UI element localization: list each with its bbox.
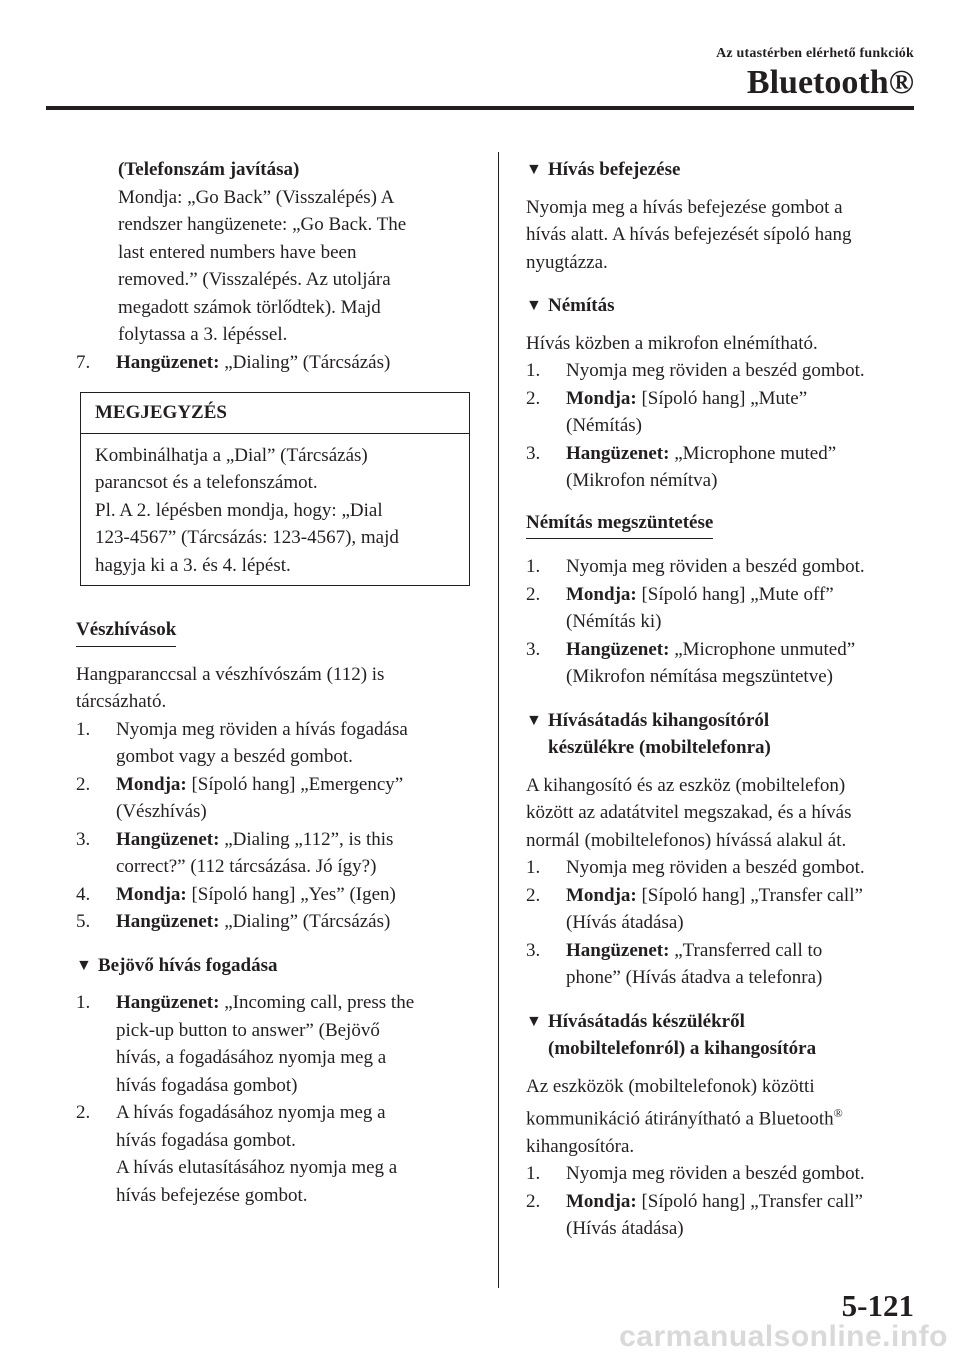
step-text: „Incoming call, press the [219, 992, 415, 1013]
step-label: Mondja: [116, 883, 187, 905]
transfer-to-phone-steps [526, 854, 916, 992]
triangle-down-icon: ▼ [76, 956, 92, 974]
step-item [76, 881, 472, 909]
intro-line: tárcsázható. [76, 691, 167, 712]
intro-line: Mondja: „Go Back” (Visszalépés) A [118, 186, 395, 208]
step-number: 3. [526, 939, 541, 961]
mute-steps [526, 357, 916, 495]
step-item [526, 553, 916, 581]
step-text: hívás fogadása gombot) [116, 1074, 298, 1096]
step-text: hívás fogadása gombot. [116, 1129, 296, 1151]
step-item [526, 1160, 916, 1188]
step-text: „Microphone muted” [669, 442, 837, 464]
step-text: [Sípoló hang] „Transfer call” [636, 884, 863, 906]
para-line: kommunikáció átirányítható a Bluetooth [526, 1108, 834, 1130]
heading-text: Bejövő hívás fogadása [98, 954, 278, 976]
emergency-heading: Vészhívások [76, 616, 176, 647]
step-text: (Mikrofon némítva) [566, 470, 718, 491]
transfer-to-phone-heading [526, 707, 916, 762]
para-line: A kihangosító és az eszköz (mobiltelefon) [526, 774, 846, 796]
incoming-heading [76, 952, 472, 980]
step-number: 1. [526, 1163, 541, 1185]
step-number: 1. [526, 360, 541, 381]
para-line: kihangosítóra. [526, 1135, 635, 1157]
mute-heading [526, 292, 916, 320]
step-item [526, 385, 916, 440]
step-item [76, 1099, 472, 1209]
step-text: „Transferred call to [669, 939, 823, 961]
note-box [80, 392, 470, 586]
step-text: (Mikrofon némítása megszüntetve) [566, 666, 833, 687]
step-item [76, 989, 472, 1099]
intro-line: removed.” (Visszalépés. Az utoljára [118, 269, 391, 290]
step-label: Hangüzenet: [116, 351, 220, 373]
step-number: 1. [76, 718, 91, 740]
step-text: phone” (Hívás átadva a telefonra) [566, 967, 823, 988]
right-column [526, 156, 916, 1243]
step-item [76, 716, 472, 771]
intro-line: megadott számok törlődtek). Majd [118, 296, 381, 318]
step-text: „Dialing „112”, is this [219, 828, 394, 850]
step-label: Hangüzenet: [116, 992, 220, 1013]
step-label: Mondja: [566, 884, 637, 906]
intro-heading: (Telefonszám javítása) [118, 159, 300, 180]
end-call-heading [526, 156, 916, 184]
step-item [526, 854, 916, 882]
step-label: Mondja: [566, 1190, 637, 1212]
para-line: Az eszközök (mobiltelefonok) közötti [526, 1075, 815, 1097]
heading-text: Hívásátadás készülékről [548, 1010, 745, 1032]
page-number: 5-121 [841, 1288, 914, 1323]
step-label: Hangüzenet: [116, 828, 220, 850]
step-number: 3. [76, 828, 91, 850]
mute-intro: Hívás közben a mikrofon elnémítható. [526, 332, 818, 354]
emergency-intro [76, 661, 472, 716]
intro-text [76, 184, 472, 349]
step-number: 5. [76, 911, 91, 932]
step-text: pick-up button to answer” (Bejövő [116, 1019, 380, 1041]
step-text: (Hívás átadása) [566, 1218, 684, 1240]
step-number: 7. [76, 351, 91, 373]
step-number: 3. [526, 638, 541, 660]
step-text: (Vészhívás) [116, 801, 207, 822]
step-text: hívás befejezése gombot. [116, 1184, 308, 1206]
unmute-steps [526, 553, 916, 691]
heading-text: készülékre (mobiltelefonra) [548, 737, 771, 758]
step-item [76, 826, 472, 881]
step-number: 1. [526, 556, 541, 577]
para-line: hívás alatt. A hívás befejezését sípoló hang [526, 224, 852, 245]
step-label: Hangüzenet: [566, 442, 670, 464]
triangle-down-icon: ▼ [526, 161, 542, 178]
step-text: (Némítás ki) [566, 611, 662, 632]
note-title: MEGJEGYZÉS [81, 393, 469, 434]
note-line: Kombinálhatja a „Dial” (Tárcsázás) [95, 444, 368, 466]
step-item [76, 349, 472, 377]
step-item [76, 771, 472, 826]
step-item [526, 882, 916, 937]
step-number: 2. [76, 1102, 91, 1123]
para-line: nyugtázza. [526, 251, 608, 273]
transfer-to-phone-intro [526, 772, 916, 855]
step-text: correct?” (112 tárcsázása. Jó így?) [116, 856, 377, 877]
step-text: Nyomja meg röviden a beszéd gombot. [566, 360, 865, 381]
step-text: „Microphone unmuted” [669, 638, 856, 660]
incoming-steps [76, 989, 472, 1209]
step-text: „Dialing” (Tárcsázás) [219, 911, 391, 932]
transfer-to-handsfree-steps [526, 1160, 916, 1243]
note-line: parancsot és a telefonszámot. [95, 472, 318, 493]
step-text: [Sípoló hang] „Transfer call” [636, 1190, 863, 1212]
step-text: [Sípoló hang] „Yes” (Igen) [186, 883, 396, 905]
step-item [526, 440, 916, 495]
step-text: [Sípoló hang] „Mute” [636, 387, 808, 409]
step-number: 2. [526, 387, 541, 409]
step-label: Mondja: [566, 387, 637, 409]
intro-line: Hangparanccsal a vészhívószám (112) is [76, 663, 385, 685]
note-line: hagyja ki a 3. és 4. lépést. [95, 554, 291, 576]
heading-text: Némítás [548, 295, 615, 316]
step-item [526, 937, 916, 992]
page-header [716, 46, 914, 102]
transfer-to-handsfree-heading [526, 1008, 916, 1063]
step-text: (Hívás átadása) [566, 912, 684, 933]
triangle-down-icon: ▼ [526, 1012, 542, 1030]
step-text: [Sípoló hang] „Mute off” [636, 583, 834, 605]
step-label: Mondja: [116, 773, 187, 795]
emergency-steps [76, 716, 472, 936]
intro-line: folytassa a 3. lépéssel. [118, 324, 288, 345]
step-text: (Némítás) [566, 415, 642, 436]
step-label: Hangüzenet: [116, 911, 220, 932]
step-text: Nyomja meg röviden a beszéd gombot. [566, 1163, 865, 1185]
note-line: Pl. A 2. lépésben mondja, hogy: „Dial [95, 499, 383, 521]
step-number: 2. [526, 583, 541, 605]
step-item [526, 1188, 916, 1243]
step-text: Nyomja meg röviden a beszéd gombot. [566, 556, 865, 577]
step-number: 2. [76, 773, 91, 795]
registered-mark: ® [833, 1106, 843, 1120]
header-rule [46, 106, 914, 110]
step-text: Nyomja meg röviden a hívás fogadása [116, 718, 408, 740]
watermark: carmanualsonline.info [619, 1320, 948, 1353]
intro-line: rendszer hangüzenete: „Go Back. The [118, 214, 407, 235]
intro-line: last entered numbers have been [118, 241, 357, 263]
step-item [526, 581, 916, 636]
column-divider [498, 152, 499, 1288]
section-title: Az utastérben elérhető funkciók [716, 46, 914, 61]
step-item [526, 636, 916, 691]
heading-text: (mobiltelefonról) a kihangosítóra [548, 1038, 817, 1059]
triangle-down-icon: ▼ [526, 297, 542, 314]
left-column [76, 156, 472, 1209]
para-line: Nyomja meg a hívás befejezése gombot a [526, 196, 843, 218]
step-text: A hívás fogadásához nyomja meg a [116, 1102, 386, 1123]
para-line: között az adatátvitel megszakad, és a hívás [526, 802, 852, 823]
para-line: normál (mobiltelefonos) hívássá alakul át. [526, 829, 847, 851]
note-body [81, 434, 469, 586]
step-text: „Dialing” (Tárcsázás) [219, 351, 391, 373]
end-call-text [526, 194, 916, 277]
triangle-down-icon: ▼ [526, 711, 542, 729]
step-number: 3. [526, 442, 541, 464]
step-text: hívás, a fogadásához nyomja meg a [116, 1047, 387, 1068]
step-item [76, 908, 472, 936]
step-label: Hangüzenet: [566, 939, 670, 961]
chapter-title: Bluetooth® [746, 64, 914, 101]
step-text: gombot vagy a beszéd gombot. [116, 746, 353, 767]
transfer-to-handsfree-intro [526, 1073, 916, 1161]
unmute-heading: Némítás megszüntetése [526, 509, 713, 540]
step-item [526, 357, 916, 385]
step-text: A hívás elutasításához nyomja meg a [116, 1157, 398, 1178]
heading-text: Hívásátadás kihangosítóról [548, 709, 770, 731]
note-line: 123-4567” (Tárcsázás: 123-4567), majd [95, 527, 399, 548]
step-number: 1. [526, 857, 541, 878]
step-number: 2. [526, 1190, 541, 1212]
step-label: Mondja: [566, 583, 637, 605]
step-text: [Sípoló hang] „Emergency” [186, 773, 404, 795]
step-number: 2. [526, 884, 541, 906]
step-number: 1. [76, 992, 91, 1013]
step-label: Hangüzenet: [566, 638, 670, 660]
step-number: 4. [76, 883, 91, 905]
step-text: Nyomja meg röviden a beszéd gombot. [566, 857, 865, 878]
heading-text: Hívás befejezése [548, 159, 681, 180]
